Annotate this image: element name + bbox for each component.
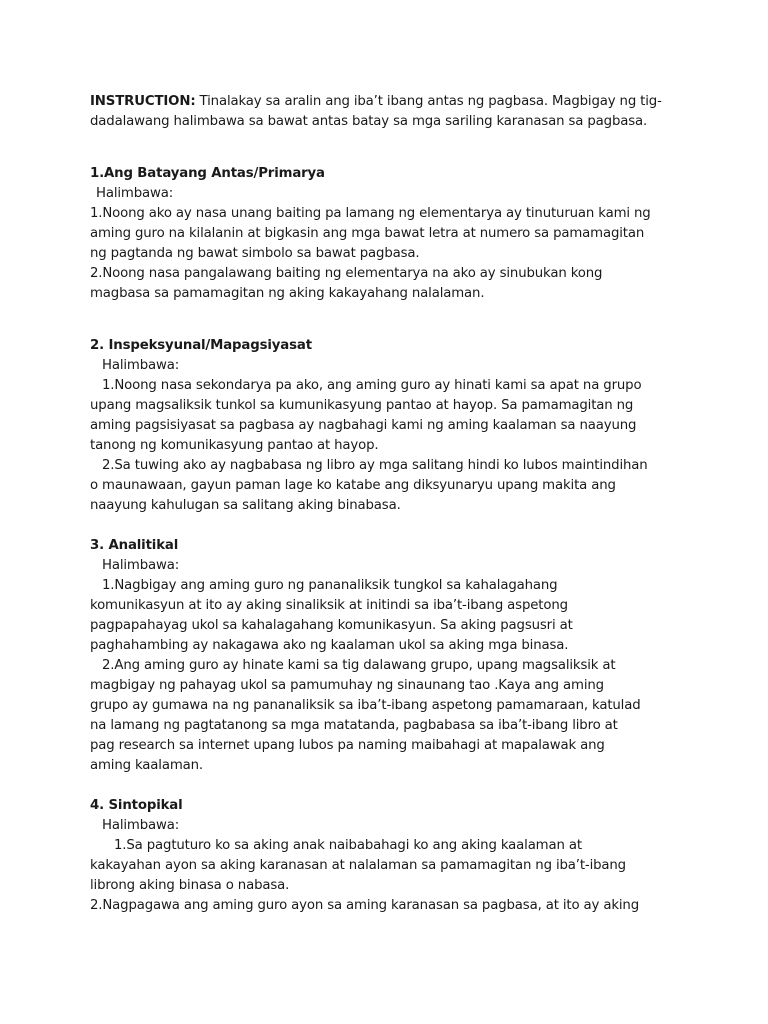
- example-line: 2.Nagpagawa ang aming guro ayon sa aming karanasan sa pagbasa, at ito ay aking: [90, 898, 639, 913]
- example-line: na lamang ng pagtatanong sa mga matatanda, pagbabasa sa iba’t-ibang libro at: [90, 718, 618, 733]
- instruction-line-1: [90, 92, 690, 112]
- example-line: 1.Nagbigay ang aming guro ng pananaliksik tungkol sa kahalagahang: [102, 578, 558, 593]
- instruction-label: INSTRUCTION:: [90, 94, 196, 109]
- example-label: Halimbawa:: [96, 186, 174, 201]
- example-line: magbasa sa pamamagitan ng aking kakayahang nalalaman.: [90, 286, 485, 301]
- example-line: grupo ay gumawa na ng pananaliksik sa iba’t-ibang aspetong pamamaraan, katulad: [90, 698, 641, 713]
- example-line: aming guro na kilalanin at bigkasin ang mga bawat letra at numero sa pamamagitan: [90, 226, 645, 241]
- instruction-text-1: Tinalakay sa aralin ang iba’t ibang antas ng pagbasa. Magbigay ng tig-: [195, 94, 662, 109]
- example-line: librong aking binasa o nabasa.: [90, 878, 290, 893]
- instruction-paragraph: [90, 92, 690, 132]
- example-line: pagpapahayag ukol sa kahalagahang komunikasyun. Sa aking pagsusri at: [90, 618, 573, 633]
- section-analitikal: [90, 536, 690, 776]
- example-line: paghahambing ay nakagawa ako ng kaalaman ukol sa aking mga binasa.: [90, 638, 569, 653]
- section-heading: 4. Sintopikal: [90, 798, 183, 813]
- instruction-line-2: dadalawang halimbawa sa bawat antas batay sa mga sariling karanasan sa pagbasa.: [90, 114, 648, 129]
- example-line: magbigay ng pahayag ukol sa pamumuhay ng sinaunang tao .Kaya ang aming: [90, 678, 604, 693]
- example-line: 2.Noong nasa pangalawang baiting ng elementarya na ako ay sinubukan kong: [90, 266, 603, 281]
- section-heading: 2. Inspeksyunal/Mapagsiyasat: [90, 338, 312, 353]
- example-line: pag research sa internet upang lubos pa naming maibahagi at mapalawak ang: [90, 738, 605, 753]
- example-line: tanong ng komunikasyung pantao at hayop.: [90, 438, 379, 453]
- example-line: 1.Sa pagtuturo ko sa aking anak naibabahagi ko ang aking kaalaman at: [114, 838, 582, 853]
- example-line: kakayahan ayon sa aking karanasan at nalalaman sa pamamagitan ng iba’t-ibang: [90, 858, 626, 873]
- example-line: 1.Noong ako ay nasa unang baiting pa lamang ng elementarya ay tinuturuan kami ng: [90, 206, 651, 221]
- example-line: upang magsaliksik tunkol sa kumunikasyung pantao at hayop. Sa pamamagitan ng: [90, 398, 634, 413]
- example-line: naayung kahulugan sa salitang aking binabasa.: [90, 498, 401, 513]
- example-line: aming pagsisiyasat sa pagbasa ay nagbahagi kami ng aming kaalaman sa naayung: [90, 418, 637, 433]
- example-line: 2.Ang aming guro ay hinate kami sa tig dalawang grupo, upang magsaliksik at: [102, 658, 616, 673]
- example-line: 2.Sa tuwing ako ay nagbabasa ng libro ay mga salitang hindi ko lubos maintindihan: [102, 458, 648, 473]
- section-heading: 1.Ang Batayang Antas/Primarya: [90, 166, 325, 181]
- section-sintopikal: [90, 796, 690, 916]
- section-inspeksyunal: [90, 336, 690, 516]
- example-label: Halimbawa:: [102, 358, 180, 373]
- example-label: Halimbawa:: [102, 818, 180, 833]
- section-heading: 3. Analitikal: [90, 538, 179, 553]
- example-line: aming kaalaman.: [90, 758, 204, 773]
- example-line: ng pagtanda ng bawat simbolo sa bawat pagbasa.: [90, 246, 420, 261]
- section-primarya: [90, 164, 690, 304]
- example-label: Halimbawa:: [102, 558, 180, 573]
- example-line: komunikasyun at ito ay aking sinaliksik at initindi sa iba’t-ibang aspetong: [90, 598, 568, 613]
- document-body: [90, 92, 690, 948]
- example-line: 1.Noong nasa sekondarya pa ako, ang aming guro ay hinati kami sa apat na grupo: [102, 378, 642, 393]
- example-line: o maunawaan, gayun paman lage ko katabe ang diksyunaryu upang makita ang: [90, 478, 616, 493]
